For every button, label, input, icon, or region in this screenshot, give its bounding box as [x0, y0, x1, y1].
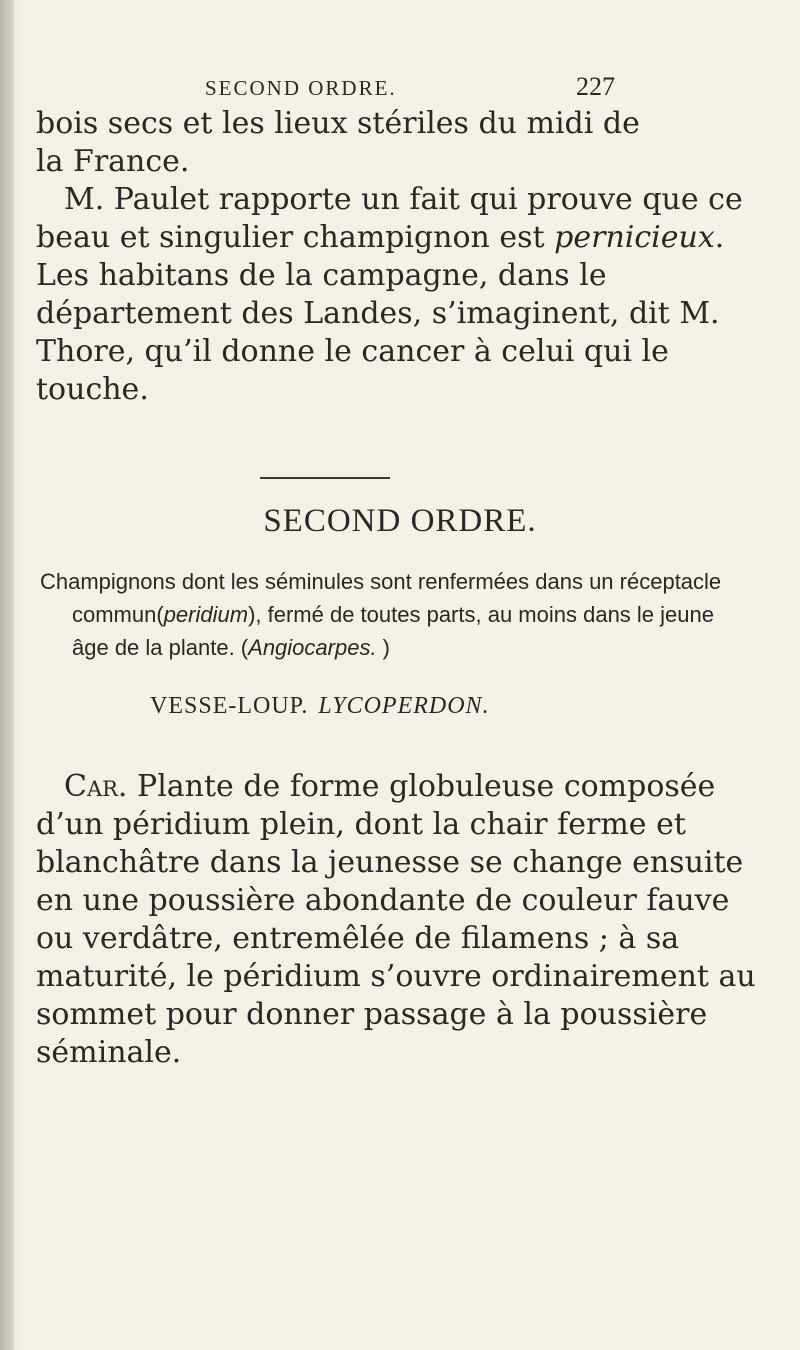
text-line: la France.	[36, 144, 190, 179]
car-label: Car.	[64, 769, 128, 804]
section-title: SECOND ORDRE.	[263, 503, 537, 539]
genus-french-name: VESSE-LOUP.	[150, 693, 309, 719]
paragraph-continuation	[36, 105, 756, 409]
text-line: bois secs et les lieux stériles du midi de	[36, 106, 640, 141]
characters-text	[36, 768, 756, 1072]
page-header	[205, 72, 615, 108]
description-text	[40, 565, 740, 664]
paragraph-characters	[36, 738, 756, 1102]
text-span: ), fermé de toutes parts, au moins dans le jeune âge de la plante. (	[72, 602, 714, 660]
genus-latin-name: LYCOPERDON.	[318, 693, 490, 719]
running-title: SECOND ORDRE.	[205, 76, 397, 100]
page-number: 227	[576, 72, 615, 101]
section-description	[40, 565, 740, 664]
page-gutter	[0, 0, 14, 1350]
italic-term: pernicieux	[554, 220, 715, 255]
text-span: )	[376, 635, 391, 660]
text-span: . Les habitans de la campagne, dans le département des Landes, s’imaginent, dit M. Thore, qu’il donne le cancer à celui qui le touche.	[36, 220, 725, 407]
italic-term: peridium	[163, 602, 249, 627]
text-span: M. Paulet rapporte un fait qui prouve que ce beau et singulier champignon est	[36, 182, 743, 255]
text-span: Champignons dont les séminules sont renfermées dans un réceptacle commun(	[40, 569, 722, 627]
genus-heading	[150, 693, 490, 720]
section-divider	[260, 477, 390, 479]
italic-term: Angiocarpes.	[248, 635, 377, 660]
paragraph-paulet	[36, 181, 756, 409]
text-span: Plante de forme globuleuse composée d’un péridium plein, dont la chair ferme et blanchâtre dans la jeunesse se change ensuite en une poussière abondante de couleur fauve ou verdâtre, entremêlée de filamens ; à sa maturité, le péridium s’ouvre ordinairement au sommet pour donner passage à la poussière séminale.	[36, 769, 756, 1070]
